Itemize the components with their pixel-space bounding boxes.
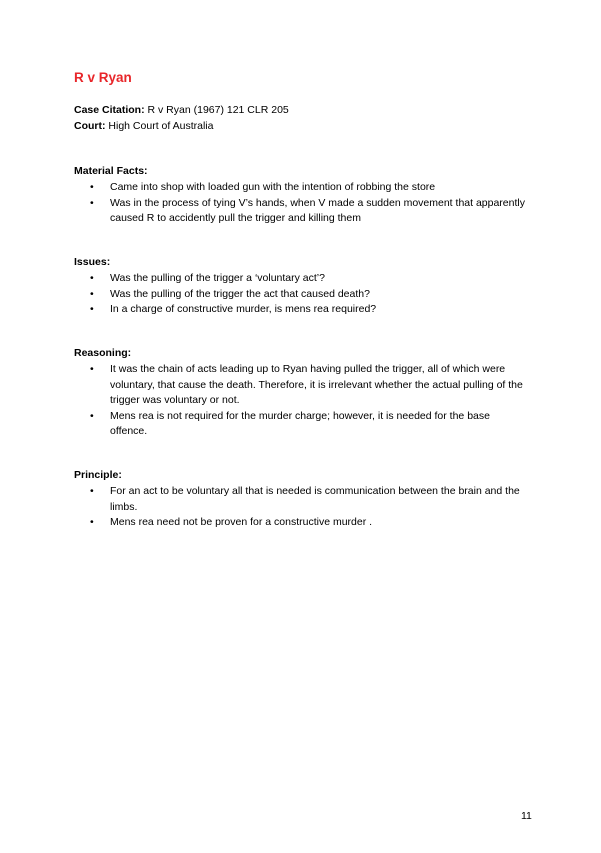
bullet-icon: •: [90, 181, 94, 193]
list-item-text: Mens rea need not be proven for a constructive murder .: [110, 516, 373, 528]
list-item: [88, 362, 528, 409]
bullet-icon: •: [90, 363, 94, 375]
list-item-text: In a charge of constructive murder, is mens rea required?: [110, 303, 377, 315]
case-citation: [74, 102, 289, 118]
list-item-text: Was the pulling of the trigger the act that caused death?: [110, 287, 370, 300]
list-item-text: Was the pulling of the trigger a ‘voluntary act’?: [110, 272, 325, 284]
list-item-text: Was in the process of tying V’s hands, when V made a sudden movement that apparently caused R to accidently pull the trigger and killing them: [110, 196, 525, 224]
list-item: [88, 180, 528, 196]
court-label: Court:: [74, 120, 106, 132]
bullet-icon: •: [90, 303, 94, 315]
list-item: [88, 196, 528, 227]
reasoning-list: [88, 362, 528, 440]
bullet-icon: •: [90, 272, 94, 284]
issues-heading: Issues:: [74, 256, 111, 268]
bullet-icon: •: [90, 287, 94, 300]
issues-list: [88, 271, 528, 318]
court: [74, 118, 213, 134]
list-item: [88, 409, 528, 440]
bullet-icon: •: [90, 409, 94, 422]
list-item: [88, 302, 528, 318]
reasoning-heading: Reasoning:: [74, 347, 132, 359]
list-item-text: Came into shop with loaded gun with the intention of robbing the store: [110, 181, 436, 193]
case-citation-value: R v Ryan (1967) 121 CLR 205: [144, 104, 289, 116]
list-item: [88, 515, 528, 531]
bullet-icon: •: [90, 516, 94, 528]
list-item: [88, 271, 528, 287]
material-facts-list: [88, 180, 528, 227]
case-citation-label: Case Citation:: [74, 104, 145, 116]
list-item-text: It was the chain of acts leading up to Ryan having pulled the trigger, all of which were voluntary, that cause the death. Therefore, it is irrelevant whether the actual pulling of the trigger was voluntary or not.: [110, 363, 523, 406]
bullet-icon: •: [90, 196, 94, 209]
page-number: 11: [521, 810, 532, 822]
list-item-text: For an act to be voluntary all that is needed is communication between the brain and the limbs.: [110, 485, 520, 513]
case-title: R v Ryan: [74, 70, 132, 85]
list-item-text: Mens rea is not required for the murder charge; however, it is needed for the base offence.: [110, 409, 490, 437]
material-facts-heading: Material Facts:: [74, 165, 148, 177]
bullet-icon: •: [90, 485, 94, 497]
principle-heading: Principle:: [74, 469, 122, 481]
court-value: High Court of Australia: [105, 120, 214, 132]
list-item: [88, 484, 528, 515]
principle-list: [88, 484, 528, 531]
list-item: [88, 287, 528, 303]
